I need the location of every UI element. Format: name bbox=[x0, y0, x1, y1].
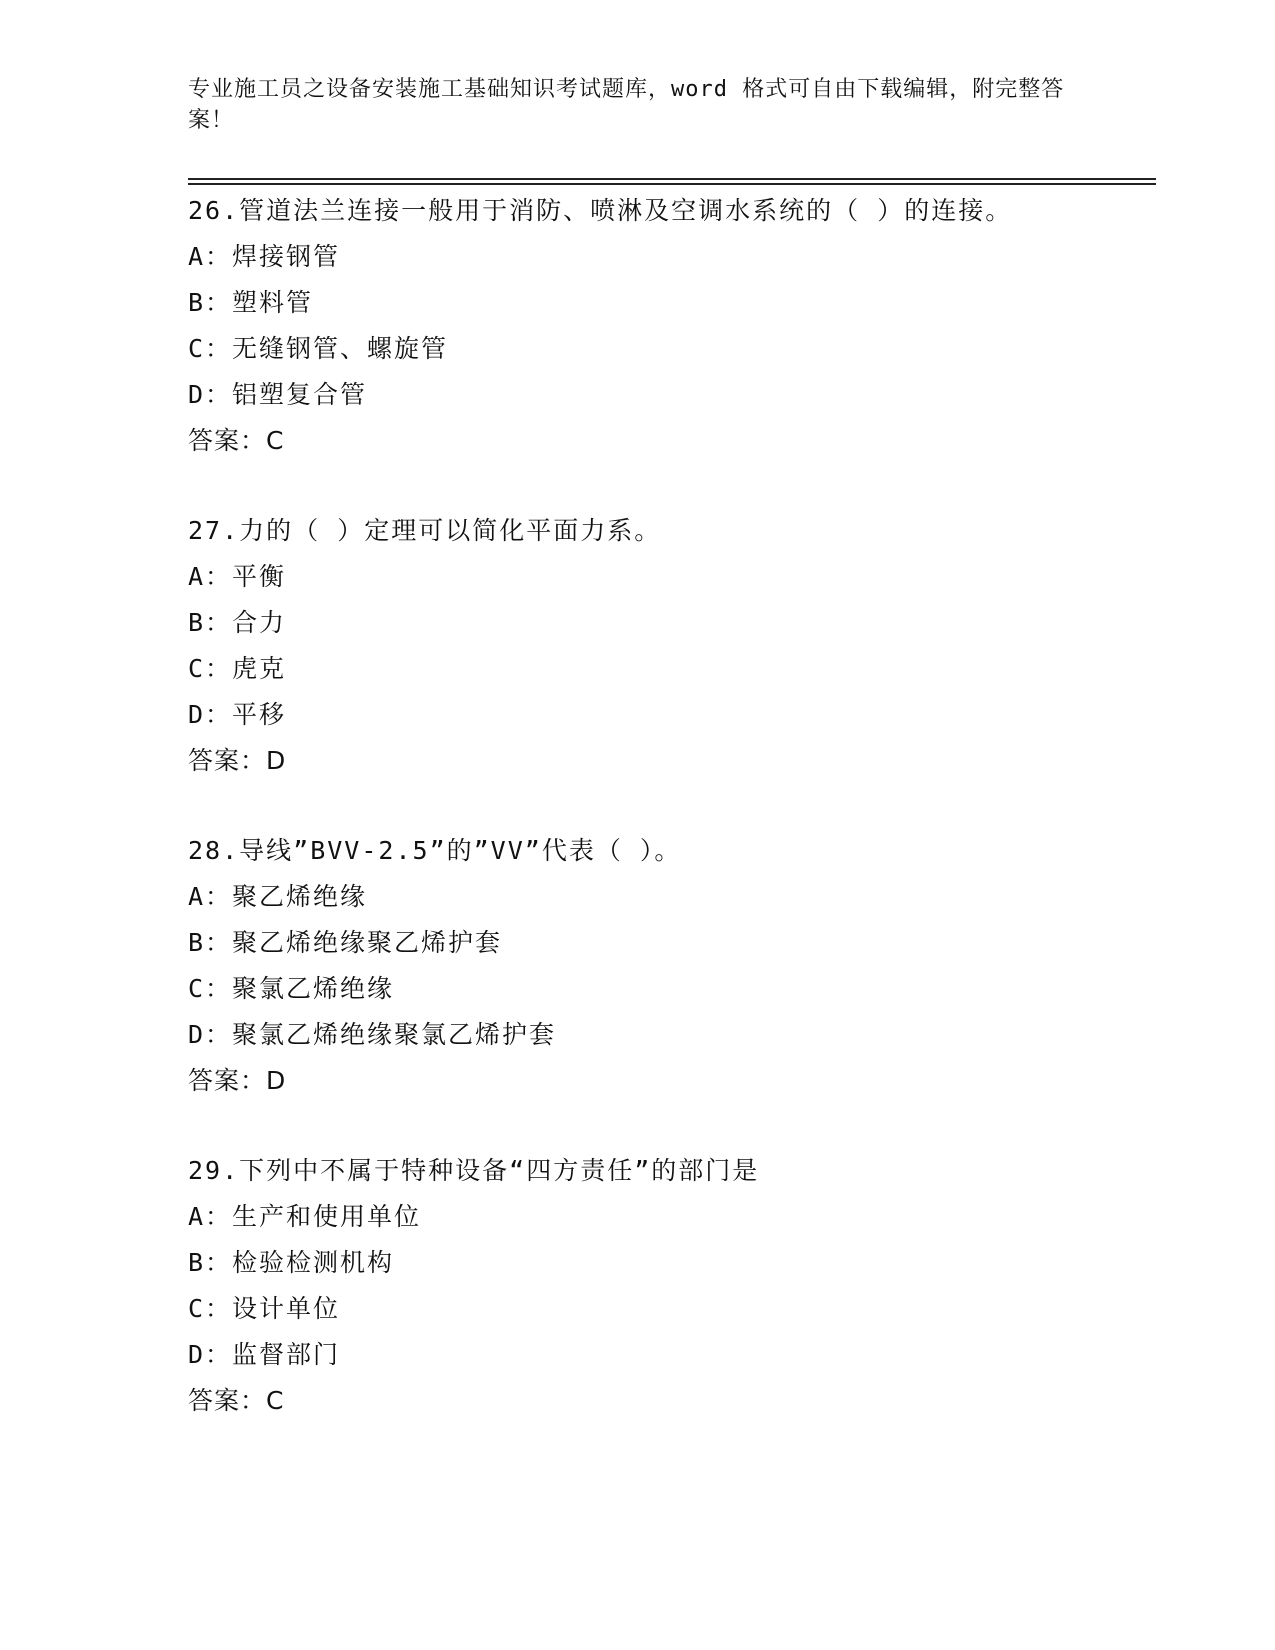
question-block bbox=[188, 1148, 1148, 1424]
answer-value: D bbox=[266, 1066, 288, 1095]
option-d: D：聚氯乙烯绝缘聚氯乙烯护套 bbox=[188, 1020, 557, 1049]
question-block bbox=[188, 188, 1148, 464]
option-b: B：塑料管 bbox=[188, 288, 314, 317]
question-block bbox=[188, 828, 1148, 1104]
answer-value: D bbox=[266, 746, 288, 775]
option-a: A：生产和使用单位 bbox=[188, 1202, 422, 1231]
answer-line bbox=[188, 1058, 1148, 1104]
answer-value: C bbox=[266, 426, 286, 455]
question-stem: 28.导线”BVV-2.5”的”VV”代表（ ）。 bbox=[188, 836, 682, 865]
answer-line bbox=[188, 738, 1148, 784]
option-c: C：设计单位 bbox=[188, 1294, 341, 1323]
option-a: A：聚乙烯绝缘 bbox=[188, 882, 368, 911]
option-a: A：平衡 bbox=[188, 562, 287, 591]
question-block bbox=[188, 508, 1148, 784]
header-divider-bottom bbox=[188, 183, 1156, 185]
option-d: D：平移 bbox=[188, 700, 287, 729]
answer-label: 答案： bbox=[188, 426, 267, 455]
answer-line bbox=[188, 418, 1148, 464]
option-c: C：聚氯乙烯绝缘 bbox=[188, 974, 395, 1003]
question-stem: 27.力的（ ）定理可以简化平面力系。 bbox=[188, 516, 662, 545]
answer-label: 答案： bbox=[188, 746, 267, 775]
question-stem: 26.管道法兰连接一般用于消防、喷淋及空调水系统的（ ）的连接。 bbox=[188, 196, 1013, 225]
option-c: C：虎克 bbox=[188, 654, 287, 683]
option-b: B：聚乙烯绝缘聚乙烯护套 bbox=[188, 928, 503, 957]
answer-label: 答案： bbox=[188, 1386, 267, 1415]
option-d: D：监督部门 bbox=[188, 1340, 341, 1369]
option-d: D：铝塑复合管 bbox=[188, 380, 368, 409]
answer-line bbox=[188, 1378, 1148, 1424]
header-divider-top bbox=[188, 178, 1156, 180]
document-header-text: 专业施工员之设备安装施工基础知识考试题库，word 格式可自由下载编辑，附完整答案！ bbox=[188, 77, 1065, 133]
question-stem: 29.下列中不属于特种设备“四方责任”的部门是 bbox=[188, 1156, 760, 1185]
answer-label: 答案： bbox=[188, 1066, 267, 1095]
option-c: C：无缝钢管、螺旋管 bbox=[188, 334, 449, 363]
option-b: B：合力 bbox=[188, 608, 287, 637]
option-b: B：检验检测机构 bbox=[188, 1248, 395, 1277]
answer-value: C bbox=[266, 1386, 286, 1415]
option-a: A：焊接钢管 bbox=[188, 242, 341, 271]
